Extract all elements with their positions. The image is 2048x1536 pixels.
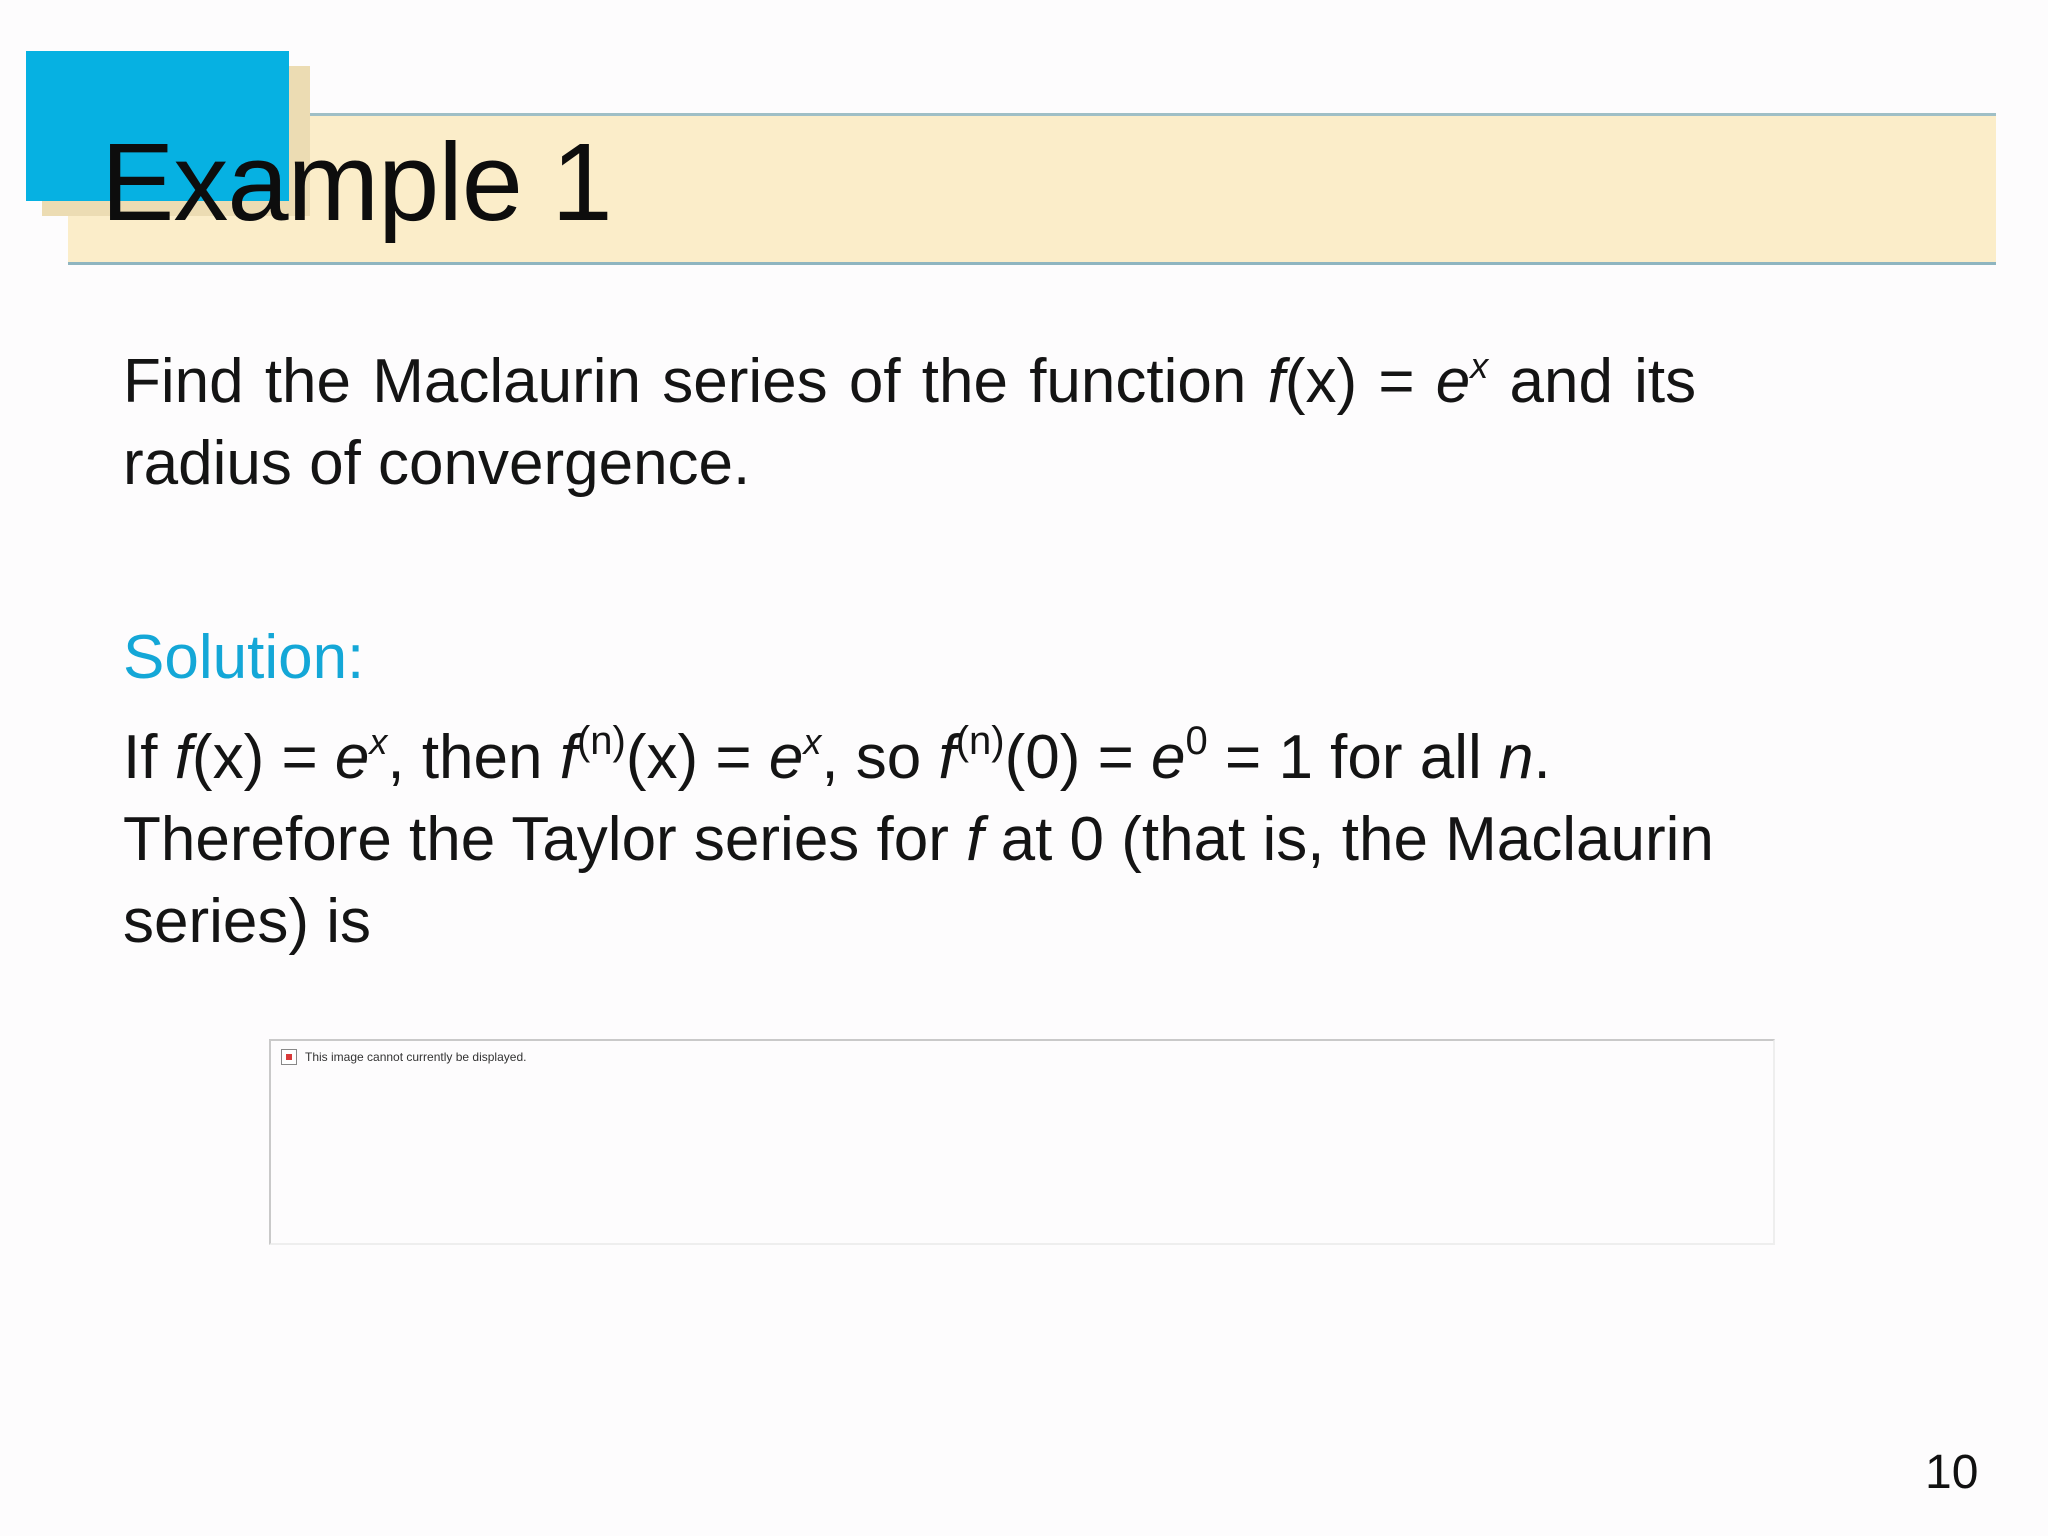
solution-line-2 bbox=[123, 799, 1714, 881]
broken-image-icon bbox=[281, 1049, 297, 1065]
exponent-x: x bbox=[803, 721, 822, 762]
function-symbol: f bbox=[559, 723, 577, 792]
function-argument: (x) bbox=[191, 723, 265, 792]
problem-line-2: radius of convergence. bbox=[123, 429, 751, 498]
euler-e: e bbox=[334, 723, 370, 792]
sol-text: = bbox=[698, 723, 769, 792]
derivative-order bbox=[577, 719, 626, 763]
solution-line-1 bbox=[123, 717, 1551, 799]
derivative-order-text: (n) bbox=[576, 719, 626, 763]
euler-e: e bbox=[1151, 723, 1186, 792]
function-symbol: f bbox=[174, 723, 192, 792]
function-argument: (x) bbox=[625, 723, 699, 792]
sol-text: = bbox=[264, 723, 335, 792]
exponent-zero: 0 bbox=[1185, 719, 1208, 763]
missing-image-placeholder bbox=[269, 1039, 1775, 1245]
page-number: 10 bbox=[1925, 1446, 1979, 1499]
sol-text: at 0 (that is, the Maclaurin bbox=[983, 805, 1714, 874]
equals-sign: = bbox=[1357, 347, 1436, 416]
exponent-x: x bbox=[1470, 345, 1489, 386]
euler-e: e bbox=[768, 723, 804, 792]
sol-text: (0) = bbox=[1004, 723, 1152, 792]
problem-text-end: and its bbox=[1488, 347, 1697, 416]
euler-e: e bbox=[1435, 347, 1471, 416]
solution-label: Solution: bbox=[123, 623, 365, 692]
slide-title: Example 1 bbox=[101, 121, 612, 244]
variable-n: n bbox=[1498, 723, 1534, 792]
sol-text: Therefore the Taylor series for bbox=[123, 805, 967, 874]
image-error-message: This image cannot currently be displayed. bbox=[305, 1050, 527, 1064]
problem-line-1 bbox=[123, 341, 1696, 423]
derivative-order bbox=[956, 719, 1005, 763]
sol-text: . bbox=[1533, 723, 1551, 792]
sol-text: If bbox=[123, 723, 175, 792]
derivative-order-text: (n) bbox=[955, 719, 1005, 763]
function-symbol: f bbox=[938, 723, 956, 792]
problem-text: Find the Maclaurin series of the function bbox=[123, 347, 1268, 416]
sol-text: , then bbox=[387, 723, 560, 792]
function-symbol: f bbox=[966, 805, 984, 874]
sol-text: , so bbox=[821, 723, 939, 792]
exponent-x: x bbox=[369, 721, 388, 762]
sol-text: = 1 for all bbox=[1207, 723, 1499, 792]
function-argument: (x) bbox=[1284, 347, 1358, 416]
function-symbol: f bbox=[1267, 347, 1285, 416]
solution-line-3: series) is bbox=[123, 887, 372, 956]
